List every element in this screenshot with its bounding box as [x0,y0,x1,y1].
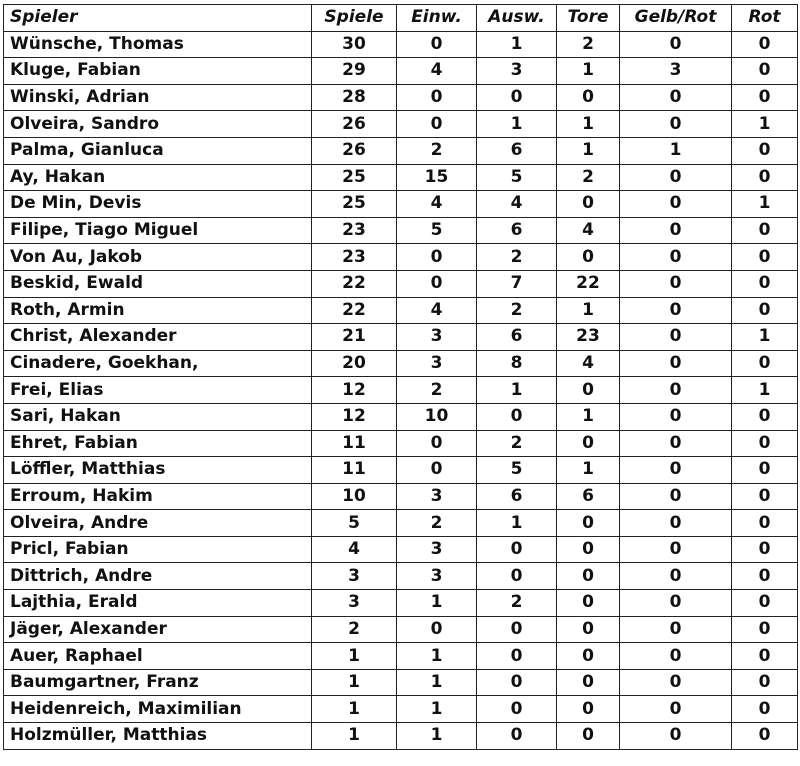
player-name-cell: Frei, Elias [4,377,312,404]
goals-cell: 2 [557,164,620,191]
games-cell: 3 [312,590,397,617]
subbed-out-cell: 2 [477,590,557,617]
table-row [4,324,798,351]
player-name-cell: Auer, Raphael [4,643,312,670]
games-cell: 1 [312,669,397,696]
subbed-out-cell: 0 [477,643,557,670]
player-name-cell: Lajthia, Erald [4,590,312,617]
subbed-in-cell: 1 [397,590,477,617]
player-name-cell: Löffler, Matthias [4,457,312,484]
table-row [4,164,798,191]
player-name-cell: Pricl, Fabian [4,536,312,563]
table-row [4,58,798,85]
subbed-in-cell: 2 [397,137,477,164]
subbed-out-cell: 0 [477,536,557,563]
subbed-in-cell: 1 [397,669,477,696]
yellow-red-cell: 0 [620,563,732,590]
goals-cell: 0 [557,536,620,563]
yellow-red-cell: 3 [620,58,732,85]
subbed-in-cell: 10 [397,403,477,430]
games-cell: 12 [312,377,397,404]
subbed-out-cell: 2 [477,297,557,324]
header-row [4,5,798,32]
goals-cell: 0 [557,643,620,670]
goals-cell: 1 [557,297,620,324]
goals-cell: 1 [557,111,620,138]
yellow-red-cell: 0 [620,377,732,404]
subbed-out-cell: 0 [477,616,557,643]
subbed-in-cell: 3 [397,536,477,563]
subbed-in-cell: 3 [397,324,477,351]
games-cell: 3 [312,563,397,590]
red-cell: 0 [732,137,798,164]
table-row [4,590,798,617]
goals-cell: 1 [557,137,620,164]
yellow-red-cell: 0 [620,403,732,430]
table-row [4,244,798,271]
goals-cell: 23 [557,324,620,351]
table-row [4,696,798,723]
red-cell: 0 [732,483,798,510]
table-row [4,377,798,404]
table-row [4,457,798,484]
player-name-cell: Beskid, Ewald [4,270,312,297]
games-cell: 26 [312,137,397,164]
yellow-red-cell: 0 [620,164,732,191]
goals-cell: 22 [557,270,620,297]
subbed-out-cell: 0 [477,84,557,111]
goals-cell: 4 [557,217,620,244]
table-row [4,350,798,377]
subbed-in-cell: 15 [397,164,477,191]
games-cell: 1 [312,696,397,723]
red-cell: 0 [732,669,798,696]
table-row [4,297,798,324]
yellow-red-cell: 1 [620,137,732,164]
table-row [4,563,798,590]
yellow-red-cell: 0 [620,483,732,510]
games-cell: 11 [312,457,397,484]
subbed-out-cell: 0 [477,563,557,590]
table-row [4,403,798,430]
red-cell: 1 [732,191,798,218]
subbed-in-cell: 4 [397,58,477,85]
subbed-out-cell: 1 [477,111,557,138]
red-cell: 0 [732,217,798,244]
yellow-red-cell: 0 [620,297,732,324]
red-cell: 0 [732,536,798,563]
subbed-out-cell: 6 [477,137,557,164]
subbed-in-cell: 0 [397,111,477,138]
red-cell: 0 [732,457,798,484]
games-cell: 22 [312,297,397,324]
goals-cell: 0 [557,563,620,590]
column-header-ausw: Ausw. [477,5,557,32]
games-cell: 12 [312,403,397,430]
table-row [4,536,798,563]
table-row [4,217,798,244]
table-row [4,430,798,457]
goals-cell: 0 [557,510,620,537]
subbed-in-cell: 0 [397,270,477,297]
games-cell: 10 [312,483,397,510]
yellow-red-cell: 0 [620,510,732,537]
games-cell: 1 [312,643,397,670]
subbed-out-cell: 8 [477,350,557,377]
player-name-cell: Wünsche, Thomas [4,31,312,58]
yellow-red-cell: 0 [620,430,732,457]
player-name-cell: Von Au, Jakob [4,244,312,271]
subbed-out-cell: 0 [477,403,557,430]
games-cell: 25 [312,164,397,191]
games-cell: 26 [312,111,397,138]
table-row [4,191,798,218]
red-cell: 0 [732,164,798,191]
red-cell: 0 [732,297,798,324]
red-cell: 0 [732,350,798,377]
red-cell: 0 [732,403,798,430]
table-row [4,669,798,696]
subbed-in-cell: 2 [397,510,477,537]
yellow-red-cell: 0 [620,643,732,670]
subbed-in-cell: 0 [397,616,477,643]
red-cell: 0 [732,590,798,617]
yellow-red-cell: 0 [620,457,732,484]
table-row [4,31,798,58]
goals-cell: 0 [557,244,620,271]
red-cell: 0 [732,31,798,58]
yellow-red-cell: 0 [620,350,732,377]
table-row [4,137,798,164]
yellow-red-cell: 0 [620,669,732,696]
subbed-in-cell: 5 [397,217,477,244]
games-cell: 21 [312,324,397,351]
red-cell: 0 [732,270,798,297]
subbed-out-cell: 1 [477,510,557,537]
red-cell: 0 [732,563,798,590]
player-name-cell: Jäger, Alexander [4,616,312,643]
goals-cell: 0 [557,191,620,218]
subbed-out-cell: 6 [477,324,557,351]
games-cell: 30 [312,31,397,58]
goals-cell: 0 [557,616,620,643]
goals-cell: 4 [557,350,620,377]
column-header-gelb-rot: Gelb/Rot [620,5,732,32]
goals-cell: 0 [557,84,620,111]
yellow-red-cell: 0 [620,696,732,723]
red-cell: 0 [732,430,798,457]
games-cell: 28 [312,84,397,111]
games-cell: 23 [312,217,397,244]
yellow-red-cell: 0 [620,31,732,58]
goals-cell: 1 [557,58,620,85]
subbed-out-cell: 5 [477,164,557,191]
player-name-cell: Kluge, Fabian [4,58,312,85]
yellow-red-cell: 0 [620,723,732,750]
player-name-cell: Ehret, Fabian [4,430,312,457]
subbed-out-cell: 0 [477,723,557,750]
games-cell: 5 [312,510,397,537]
player-name-cell: Erroum, Hakim [4,483,312,510]
yellow-red-cell: 0 [620,590,732,617]
table-body [4,31,798,749]
subbed-out-cell: 0 [477,669,557,696]
goals-cell: 1 [557,457,620,484]
subbed-in-cell: 0 [397,31,477,58]
column-header-spieler: Spieler [4,5,312,32]
yellow-red-cell: 0 [620,191,732,218]
red-cell: 0 [732,616,798,643]
goals-cell: 0 [557,590,620,617]
player-stats-table [3,4,798,750]
subbed-in-cell: 1 [397,696,477,723]
games-cell: 4 [312,536,397,563]
subbed-out-cell: 2 [477,430,557,457]
player-name-cell: Palma, Gianluca [4,137,312,164]
subbed-out-cell: 7 [477,270,557,297]
player-name-cell: Cinadere, Goekhan, [4,350,312,377]
red-cell: 0 [732,696,798,723]
player-name-cell: Olveira, Sandro [4,111,312,138]
yellow-red-cell: 0 [620,616,732,643]
yellow-red-cell: 0 [620,536,732,563]
subbed-in-cell: 0 [397,457,477,484]
red-cell: 0 [732,84,798,111]
subbed-in-cell: 3 [397,483,477,510]
player-name-cell: Baumgartner, Franz [4,669,312,696]
column-header-tore: Tore [557,5,620,32]
games-cell: 2 [312,616,397,643]
yellow-red-cell: 0 [620,217,732,244]
table-row [4,616,798,643]
column-header-rot: Rot [732,5,798,32]
goals-cell: 2 [557,31,620,58]
subbed-out-cell: 6 [477,217,557,244]
player-name-cell: Dittrich, Andre [4,563,312,590]
games-cell: 20 [312,350,397,377]
subbed-in-cell: 4 [397,191,477,218]
games-cell: 11 [312,430,397,457]
yellow-red-cell: 0 [620,324,732,351]
player-name-cell: Christ, Alexander [4,324,312,351]
player-name-cell: Sari, Hakan [4,403,312,430]
subbed-in-cell: 1 [397,643,477,670]
subbed-in-cell: 3 [397,563,477,590]
player-name-cell: Winski, Adrian [4,84,312,111]
red-cell: 0 [732,723,798,750]
subbed-in-cell: 0 [397,84,477,111]
subbed-in-cell: 1 [397,723,477,750]
goals-cell: 0 [557,723,620,750]
red-cell: 1 [732,111,798,138]
subbed-in-cell: 2 [397,377,477,404]
yellow-red-cell: 0 [620,244,732,271]
red-cell: 0 [732,58,798,85]
games-cell: 22 [312,270,397,297]
goals-cell: 1 [557,403,620,430]
goals-cell: 0 [557,377,620,404]
red-cell: 1 [732,324,798,351]
player-name-cell: Olveira, Andre [4,510,312,537]
subbed-in-cell: 3 [397,350,477,377]
subbed-in-cell: 0 [397,244,477,271]
games-cell: 25 [312,191,397,218]
yellow-red-cell: 0 [620,84,732,111]
games-cell: 1 [312,723,397,750]
red-cell: 0 [732,510,798,537]
subbed-out-cell: 4 [477,191,557,218]
player-name-cell: De Min, Devis [4,191,312,218]
games-cell: 29 [312,58,397,85]
subbed-out-cell: 6 [477,483,557,510]
column-header-einw: Einw. [397,5,477,32]
red-cell: 0 [732,643,798,670]
red-cell: 0 [732,244,798,271]
table-row [4,483,798,510]
table-row [4,111,798,138]
table-row [4,84,798,111]
player-name-cell: Holzmüller, Matthias [4,723,312,750]
player-name-cell: Roth, Armin [4,297,312,324]
red-cell: 1 [732,377,798,404]
goals-cell: 0 [557,669,620,696]
subbed-in-cell: 4 [397,297,477,324]
goals-cell: 6 [557,483,620,510]
player-name-cell: Filipe, Tiago Miguel [4,217,312,244]
subbed-out-cell: 1 [477,377,557,404]
table-row [4,270,798,297]
goals-cell: 0 [557,696,620,723]
games-cell: 23 [312,244,397,271]
subbed-out-cell: 5 [477,457,557,484]
subbed-out-cell: 3 [477,58,557,85]
player-name-cell: Ay, Hakan [4,164,312,191]
subbed-out-cell: 1 [477,31,557,58]
yellow-red-cell: 0 [620,270,732,297]
table-row [4,723,798,750]
subbed-out-cell: 2 [477,244,557,271]
yellow-red-cell: 0 [620,111,732,138]
subbed-out-cell: 0 [477,696,557,723]
column-header-spiele: Spiele [312,5,397,32]
table-row [4,643,798,670]
subbed-in-cell: 0 [397,430,477,457]
table-row [4,510,798,537]
player-name-cell: Heidenreich, Maximilian [4,696,312,723]
goals-cell: 0 [557,430,620,457]
